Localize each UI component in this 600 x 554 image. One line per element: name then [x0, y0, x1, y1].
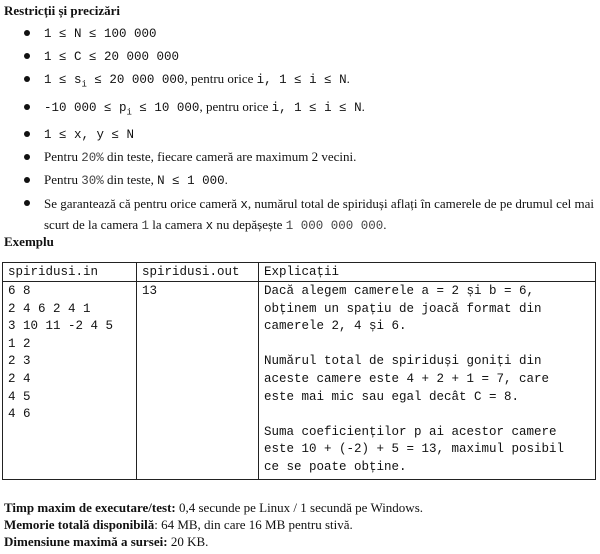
- restriction-code: -10 000 ≤ p: [44, 100, 127, 115]
- input-line: 2 4 6 2 4 1: [8, 301, 91, 316]
- restriction-text: , pentru orice: [199, 98, 272, 114]
- restriction-item: [0, 146, 600, 169]
- bullet-icon: [24, 104, 30, 110]
- restriction-item: [0, 96, 600, 124]
- source-limit: [4, 533, 423, 550]
- restriction-item: [0, 45, 600, 68]
- bullet-icon: [24, 154, 30, 160]
- memory-limit: [4, 516, 423, 533]
- memory-limit-label: Memorie totală disponibilă: [4, 517, 155, 532]
- restriction-code: 1 ≤ C ≤ 20 000 000: [44, 50, 180, 64]
- input-cell: [3, 282, 137, 480]
- bullet-icon: [24, 200, 30, 206]
- percent-value: 20%: [81, 151, 104, 166]
- example-heading: Exemplu: [4, 234, 54, 249]
- restriction-item: [0, 123, 600, 146]
- restriction-text: Pentru: [44, 172, 82, 188]
- restriction-code: 1 ≤ s: [44, 73, 82, 87]
- input-line: 4 5: [8, 389, 31, 404]
- input-line: 1 2: [8, 336, 31, 351]
- restrictions-list: [0, 22, 600, 236]
- restriction-code: x: [240, 198, 248, 213]
- restriction-code: i, 1 ≤ i ≤ N: [271, 100, 362, 115]
- restriction-item: [0, 192, 596, 236]
- restriction-text: Pentru: [44, 149, 82, 165]
- explanation-line: Dacă alegem camerele a = 2 și b = 6,: [264, 284, 535, 298]
- bullet-icon: [24, 30, 30, 36]
- subscript: i: [81, 79, 87, 90]
- bullet-icon: [24, 177, 30, 183]
- limit-value: 1 000 000 000: [285, 219, 384, 234]
- time-limit: [4, 499, 423, 516]
- bullet-icon: [24, 53, 30, 59]
- example-table: [2, 262, 596, 480]
- restriction-item: [0, 22, 600, 45]
- explanation-line: aceste camere este 4 + 2 + 1 = 7, care: [264, 371, 550, 386]
- restriction-text: .: [383, 217, 387, 233]
- restriction-text: .: [224, 172, 228, 188]
- restriction-text: Se garantează că pentru orice cameră: [44, 196, 241, 212]
- explanation-cell: [259, 282, 596, 480]
- source-limit-value: 20 KB.: [167, 534, 209, 549]
- explanation-line: [264, 406, 590, 424]
- restriction-code: ≤ 20 000 000: [86, 73, 185, 87]
- column-header-input: spiridusi.in: [3, 263, 137, 282]
- restriction-text: din teste, fiecare cameră are maximum 2 vecini.: [103, 149, 357, 165]
- restriction-text: .: [346, 71, 350, 86]
- input-line: 6 8: [8, 284, 31, 298]
- explanation-line: ce se poate obține.: [264, 459, 407, 474]
- explanation-line: [264, 336, 590, 354]
- example-header-row: [3, 263, 596, 282]
- restriction-item: [0, 169, 600, 192]
- memory-limit-value: : 64 MB, din care 16 MB pentru stivă.: [154, 517, 353, 532]
- restriction-code: 1 ≤ N ≤ 100 000: [44, 27, 157, 41]
- percent-value: 30%: [81, 174, 104, 189]
- restriction-text: , numărul total de spiriduși aflați în camerele de pe drumul cel mai scurt de la camera: [44, 196, 595, 233]
- restriction-code: x: [205, 219, 214, 234]
- explanation-line: camerele 2, 4 și 6.: [264, 319, 407, 334]
- time-limit-label: Timp maxim de executare/test:: [4, 500, 176, 515]
- restriction-text: nu depășește: [213, 217, 286, 233]
- restriction-code: ≤ 10 000: [131, 100, 200, 115]
- limits-footer: [4, 499, 423, 550]
- explanation-line: este mai mic sau egal decât C = 8.: [264, 389, 520, 404]
- explanation-line: Numărul total de spiriduși goniți din: [264, 354, 542, 369]
- explanation-line: Suma coeficienților p ai acestor camere: [264, 424, 557, 439]
- input-line: 3 10 11 -2 4 5: [8, 319, 114, 334]
- bullet-icon: [24, 76, 30, 82]
- input-line: 4 6: [8, 407, 31, 422]
- example-row: [3, 282, 596, 480]
- column-header-output: spiridusi.out: [137, 263, 259, 282]
- restriction-code: 1: [141, 219, 149, 234]
- explanation-line: este 10 + (-2) + 5 = 13, maximul posibil: [264, 442, 565, 457]
- restriction-text: la camera: [148, 217, 206, 233]
- time-limit-value: 0,4 secunde pe Linux / 1 secundă pe Windows.: [175, 500, 424, 515]
- restriction-code: i, 1 ≤ i ≤ N: [256, 73, 347, 87]
- restriction-text: .: [361, 98, 365, 114]
- restrictions-heading: Restricții și precizări: [4, 3, 120, 18]
- restriction-text: din teste,: [103, 172, 158, 188]
- input-line: 2 3: [8, 354, 31, 369]
- restriction-code: N ≤ 1 000: [157, 174, 225, 189]
- input-line: 2 4: [8, 371, 31, 386]
- source-limit-label: Dimensiune maximă a sursei:: [4, 534, 168, 549]
- column-header-explanation: Explicații: [259, 263, 596, 282]
- output-line: 13: [142, 284, 158, 298]
- restriction-code: 1 ≤ x, y ≤ N: [44, 128, 135, 143]
- explanation-line: obținem un spațiu de joacă format din: [264, 301, 542, 316]
- bullet-icon: [24, 131, 30, 137]
- restriction-text: , pentru orice: [184, 71, 257, 86]
- subscript: i: [126, 107, 132, 118]
- restriction-item: [0, 68, 600, 96]
- output-cell: [137, 282, 259, 480]
